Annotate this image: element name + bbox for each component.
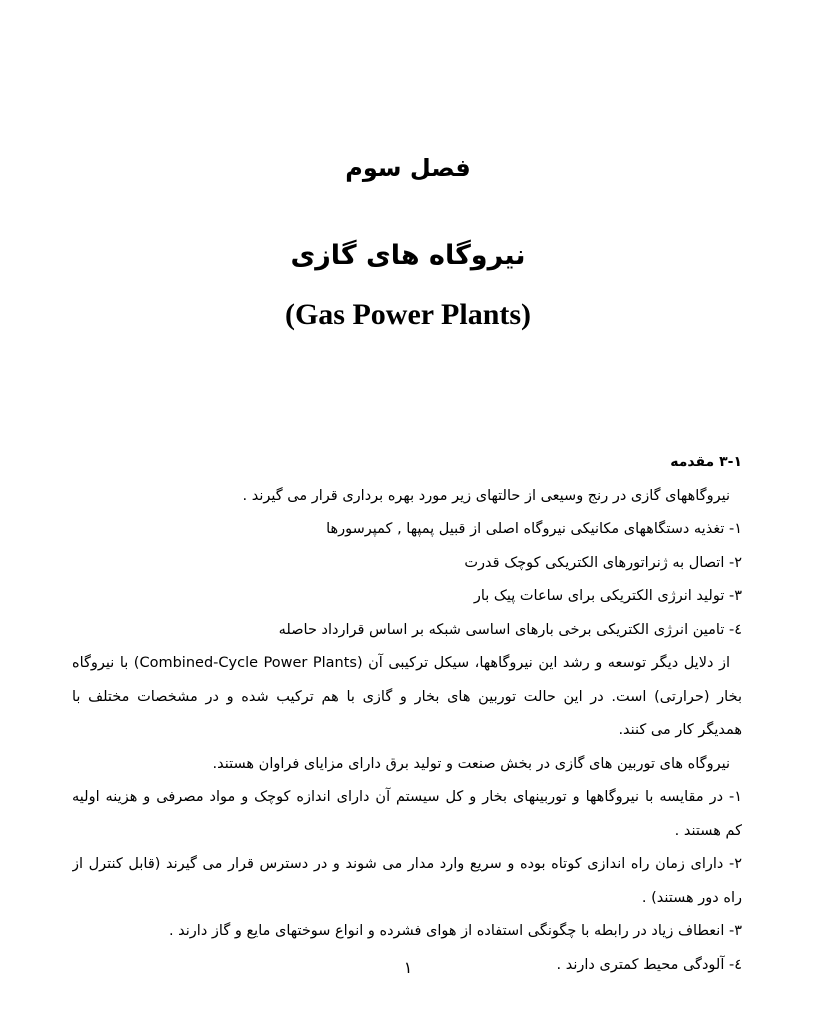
list-item-continuation: راه دور هستند) .: [641, 889, 742, 906]
list-item: ۳- تولید انرژی الکتریکی برای ساعات پیک بار: [473, 588, 742, 604]
list-item: ۱- تغذیه دستگاههای مکانیکی نیروگاه اصلی از قبیل پمپها , کمپرسورها: [326, 521, 742, 537]
list-item: ۲- دارای زمان راه اندازی کوتاه بوده و سریع وارد مدار می شوند و در دسترس قرار می گیرند (قابل کنترل از: [72, 856, 742, 872]
paragraph-line: نیروگاههای گازی در رنج وسیعی از حالتهای زیر مورد بهره برداری قرار می گیرند .: [242, 487, 730, 504]
list-item: ۲- اتصال به ژنراتورهای الکتریکی کوچک قدرت: [464, 554, 742, 571]
chapter-title-english: (Gas Power Plants): [284, 298, 532, 331]
body-text: [72, 446, 742, 982]
paragraph-line: بخار (حرارتی) است. در این حالت توربین های بخار و گازی با هم ترکیب شده و در مشخصات مختلف با: [72, 688, 742, 705]
list-item-continuation: کم هستند .: [674, 822, 742, 839]
section-heading: ۳-۱ مقدمه: [670, 454, 742, 470]
list-item: ۳- انعطاف زیاد در رابطه با چگونگی استفاده از هوای فشرده و انواع سوختهای مایع و گاز دارند .: [168, 923, 742, 939]
chapter-heading: فصل سوم: [345, 154, 471, 182]
paragraph-line: همدیگر کار می کنند.: [618, 722, 742, 738]
paragraph-line: از دلایل دیگر توسعه و رشد این نیروگاهها، سیکل ترکیبی آن (Combined-Cycle Power Plants) با نیروگاه: [72, 655, 730, 671]
list-item: ۱- در مقایسه با نیروگاهها و توربینهای بخار و کل سیستم آن دارای اندازه کوچک و مواد مصرفی و هزینه اولیه: [72, 789, 742, 805]
page-number: ۱: [403, 958, 413, 977]
list-item: ٤- تامین انرژی الکتریکی برخی بارهای اساسی شبکه بر اساس قرارداد حاصله: [278, 621, 742, 638]
list-item: ٤- آلودگی محیط کمتری دارند .: [556, 956, 742, 973]
paragraph-line: نیروگاه های توربین های گازی در بخش صنعت و تولید برق دارای مزایای فراوان هستند.: [212, 755, 730, 772]
chapter-title-persian: نیروگاه های گازی: [290, 240, 526, 271]
